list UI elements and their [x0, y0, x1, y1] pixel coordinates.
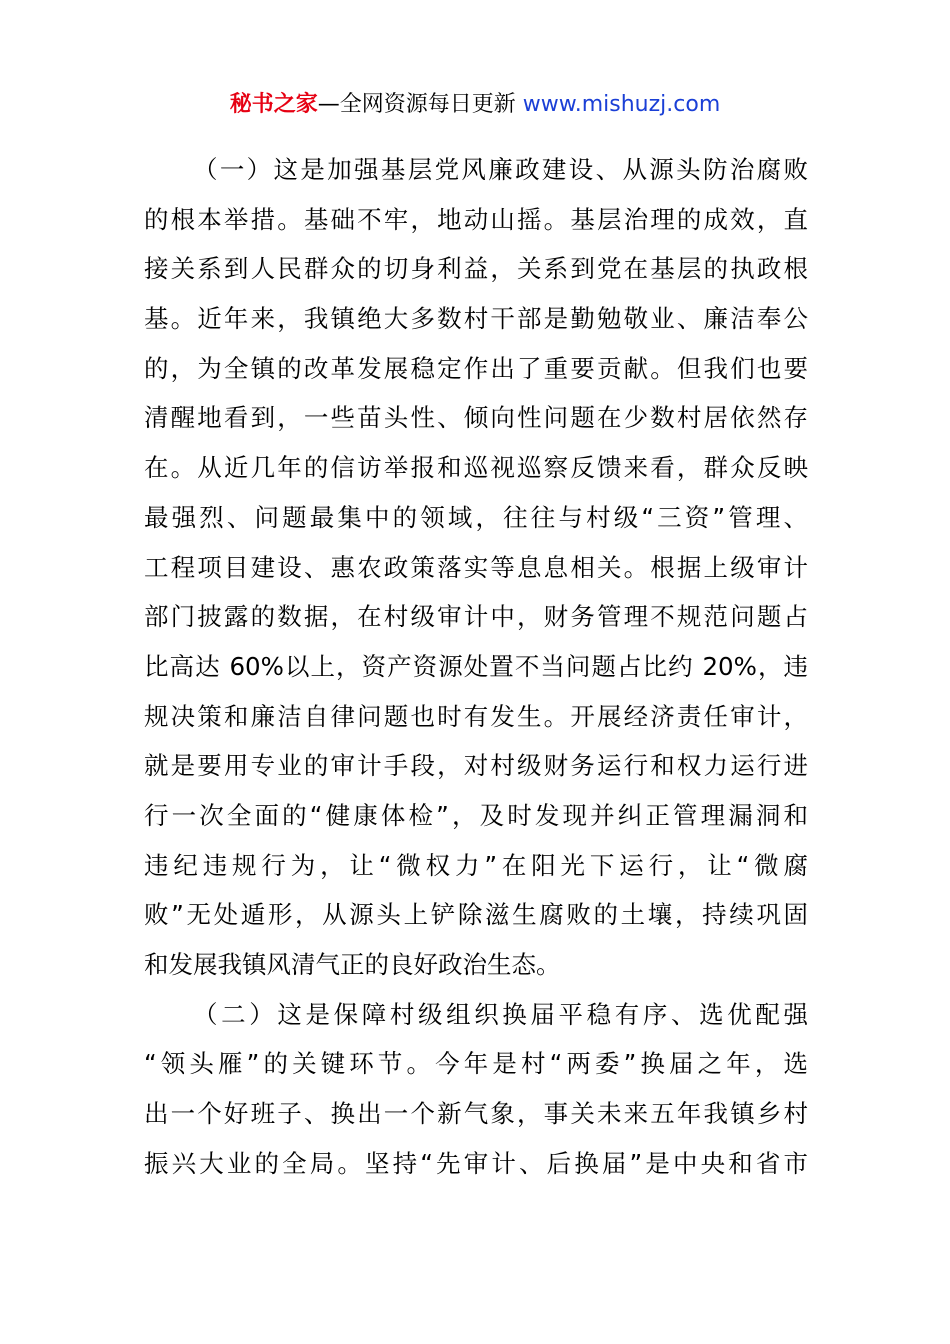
paragraph-2 [144, 990, 808, 1189]
paragraph-line: 部门披露的数据，在村级审计中，财务管理不规范问题占 [144, 602, 808, 632]
site-header [0, 88, 950, 122]
paragraph-line: 最强烈、问题最集中的领域，往往与村级“三资”管理、 [144, 502, 808, 532]
paragraph-line: 的根本举措。基础不牢，地动山摇。基层治理的成效，直 [144, 204, 808, 234]
paragraph-line: 在。从近几年的信访举报和巡视巡察反馈来看，群众反映 [144, 453, 808, 483]
document-body [144, 145, 808, 1188]
paragraph-line: 就是要用专业的审计手段，对村级财务运行和权力运行进 [144, 751, 808, 781]
paragraph-line: 败”无处遁形，从源头上铲除滋生腐败的土壤，持续巩固 [144, 900, 808, 930]
paragraph-line: 出一个好班子、换出一个新气象，事关未来五年我镇乡村 [144, 1099, 808, 1129]
header-tagline: —全网资源每日更新 [317, 92, 523, 117]
paragraph-line: 和发展我镇风清气正的良好政治生态。 [144, 950, 561, 979]
site-url-link[interactable]: www.mishuzj.com [522, 92, 721, 117]
paragraph-line: 基。近年来，我镇绝大多数村干部是勤勉敬业、廉洁奉公 [144, 304, 808, 334]
paragraph-line: “领头雁”的关键环节。今年是村“两委”换届之年，选 [144, 1049, 808, 1079]
paragraph-line: （二）这是保障村级组织换届平稳有序、选优配强 [193, 999, 808, 1029]
paragraph-line: 工程项目建设、惠农政策落实等息息相关。根据上级审计 [144, 552, 808, 582]
paragraph-line: 的，为全镇的改革发展稳定作出了重要贡献。但我们也要 [144, 353, 808, 383]
paragraph-line: 行一次全面的“健康体检”，及时发现并纠正管理漏洞和 [144, 800, 808, 830]
paragraph-line: （一）这是加强基层党风廉政建设、从源头防治腐败 [193, 155, 808, 184]
paragraph-line: 比高达 60%以上，资产资源处置不当问题占比约 20%，违 [144, 651, 808, 681]
paragraph-line: 清醒地看到，一些苗头性、倾向性问题在少数村居依然存 [144, 403, 808, 433]
paragraph-1 [144, 145, 808, 990]
paragraph-line: 接关系到人民群众的切身利益，关系到党在基层的执政根 [144, 254, 808, 284]
paragraph-line: 规决策和廉洁自律问题也时有发生。开展经济责任审计， [144, 701, 808, 731]
paragraph-line: 违纪违规行为，让“微权力”在阳光下运行，让“微腐 [144, 850, 808, 880]
paragraph-line: 振兴大业的全局。坚持“先审计、后换届”是中央和省市 [144, 1148, 808, 1178]
site-brand: 秘书之家 [229, 92, 318, 117]
